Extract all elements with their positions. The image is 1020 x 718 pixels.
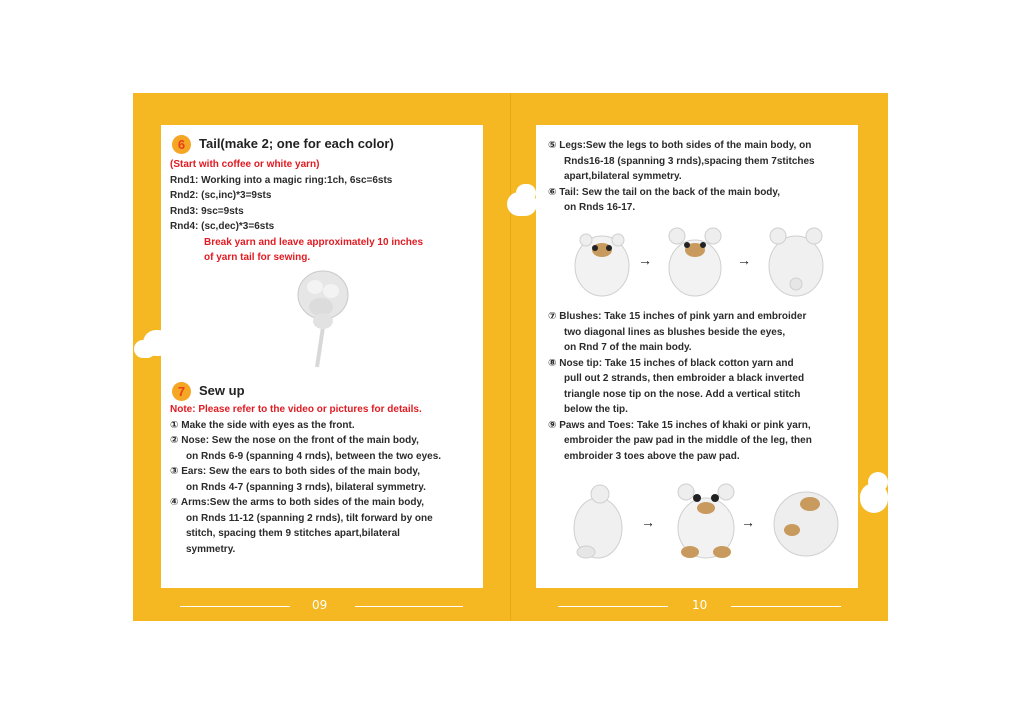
page-fold xyxy=(510,93,511,621)
section7-body xyxy=(170,402,441,557)
section6-body xyxy=(170,157,423,266)
round-2: Rnd2: (sc,inc)*3=9sts xyxy=(170,190,272,201)
sew-step-4-cont: on Rnds 11-12 (spanning 2 rnds), tilt forward by one xyxy=(186,512,433,524)
sew-step-4-cont-2: stitch, spacing them 9 stitches apart,bilateral xyxy=(186,528,400,539)
round-3: Rnd3: 9sc=9sts xyxy=(170,205,244,217)
section7-number-badge: 7 xyxy=(172,382,191,401)
bear-photo-back xyxy=(766,224,826,298)
bear-photo-side xyxy=(566,480,630,562)
section6-number-badge: 6 xyxy=(172,135,191,154)
sew-step-4-cont-3: symmetry. xyxy=(186,543,236,555)
step-6: ⑥ Tail: Sew the tail on the back of the main body, xyxy=(548,186,781,198)
step-7-cont-2: on Rnd 7 of the main body. xyxy=(564,342,692,353)
bear-photo-front-2 xyxy=(665,224,725,298)
step-8-cont: pull out 2 strands, then embroider a black inverted xyxy=(564,373,805,384)
cloud-decoration-right-2 xyxy=(868,472,888,492)
bear-photo-front-3 xyxy=(672,480,740,562)
steps-bottom-block xyxy=(548,309,812,464)
step-8-cont-2: triangle nose tip on the nose. Add a vertical stitch xyxy=(564,388,801,400)
step-9-cont-2: embroider 3 toes above the paw pad. xyxy=(564,450,740,462)
arrow-2: → xyxy=(737,252,751,268)
section7-title: Sew up xyxy=(199,382,245,398)
round-1: Rnd1: Working into a magic ring:1ch, 6sc=6sts xyxy=(170,174,393,186)
footer-line-right-right-page xyxy=(731,606,841,607)
step-7-cont: two diagonal lines as blushes beside the eyes, xyxy=(564,326,786,338)
arrow-1: → xyxy=(638,252,652,268)
cloud-decoration-center-2 xyxy=(516,184,536,202)
step-8-cont-3: below the tip. xyxy=(564,404,628,415)
section6-title: Tail(make 2; one for each color) xyxy=(199,135,394,151)
right-page-footer xyxy=(536,598,861,616)
sew-step-2: ② Nose: Sew the nose on the front of the main body, xyxy=(170,435,419,446)
sew-step-2-cont: on Rnds 6-9 (spanning 4 rnds), between the two eyes. xyxy=(186,450,442,462)
step-8: ⑧ Nose tip: Take 15 inches of black cotton yarn and xyxy=(548,357,794,369)
sew-step-3: ③ Ears: Sew the ears to both sides of the main body, xyxy=(170,466,420,477)
step-6-cont: on Rnds 16-17. xyxy=(564,202,636,213)
cloud-decoration-left-2 xyxy=(134,340,156,358)
bear-photo-bottom xyxy=(770,480,842,560)
tail-photo xyxy=(285,265,360,370)
arrow-4: → xyxy=(741,514,755,530)
sew-step-1: ① Make the side with eyes as the front. xyxy=(170,419,355,431)
section6-heading xyxy=(172,135,394,154)
steps-top-block xyxy=(548,138,815,216)
footer-line-left xyxy=(180,606,290,607)
page-number-left: 09 xyxy=(312,598,328,612)
section6-note: (Start with coffee or white yarn) xyxy=(170,159,320,170)
page-number-right: 10 xyxy=(692,598,708,612)
section7-heading xyxy=(172,382,245,401)
section7-note: Note: Please refer to the video or pictures for details. xyxy=(170,404,422,415)
step-9: ⑨ Paws and Toes: Take 15 inches of khaki or pink yarn, xyxy=(548,419,811,431)
bear-photo-front-1 xyxy=(572,226,632,298)
arrow-3: → xyxy=(641,514,655,530)
sew-step-3-cont: on Rnds 4-7 (spanning 3 rnds), bilateral symmetry. xyxy=(186,481,426,493)
step-9-cont: embroider the paw pad in the middle of the leg, then xyxy=(564,435,812,446)
step-7: ⑦ Blushes: Take 15 inches of pink yarn and embroider xyxy=(548,311,807,322)
step-5: ⑤ Legs:Sew the legs to both sides of the main body, on xyxy=(548,140,812,151)
round-4: Rnd4: (sc,dec)*3=6sts xyxy=(170,221,275,232)
sew-step-4: ④ Arms:Sew the arms to both sides of the main body, xyxy=(170,497,425,508)
break-note-2: of yarn tail for sewing. xyxy=(204,252,311,263)
footer-line-right xyxy=(355,606,463,607)
break-note-1: Break yarn and leave approximately 10 inches xyxy=(204,236,423,248)
footer-line-left-right-page xyxy=(558,606,668,607)
step-5-cont: Rnds16-18 (spanning 3 rnds),spacing them 7stitches xyxy=(564,155,815,167)
left-page-footer xyxy=(160,598,485,616)
step-5-cont-2: apart,bilateral symmetry. xyxy=(564,171,682,182)
